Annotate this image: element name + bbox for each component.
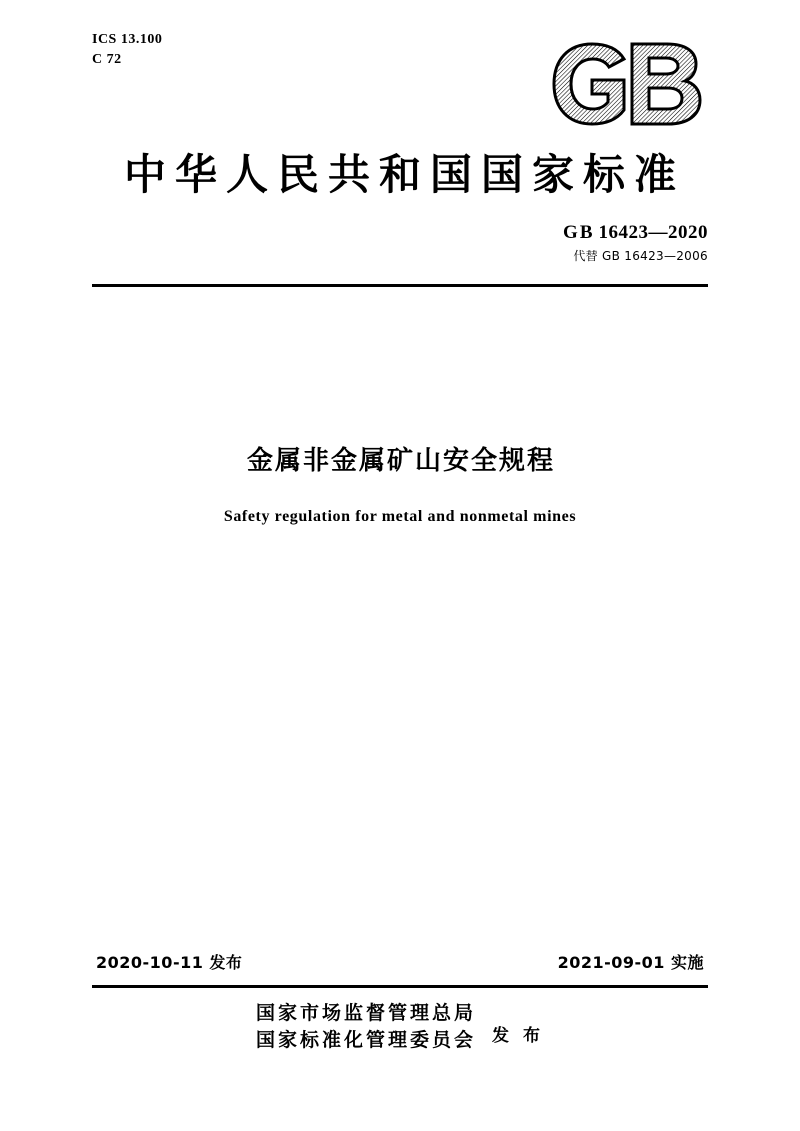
standard-number [563,222,708,244]
issue-date: 2020-10-11 发布 [96,953,243,972]
standard-replaces: 代替 GB 16423—2006 [573,249,708,263]
divider-top [92,284,708,287]
national-standard-title: 中华人民共和国国家标准 [123,150,685,199]
standard-number-value: 16423—2020 [598,222,708,243]
document-title-cn: 金属非金属矿山安全规程 [246,446,555,476]
gb-logo-icon [548,38,708,130]
issuer-line-2: 国家标准化管理委员会 [256,1028,477,1051]
standard-number-prefix: GB [563,222,595,243]
classification-codes [92,30,162,71]
document-title-en: Safety regulation for metal and nonmetal mines [223,508,577,525]
ics-code: ICS 13.100 [92,32,163,47]
issuer-names [256,1000,476,1054]
issuer-line-1: 国家市场监督管理总局 [256,1002,477,1024]
divider-bottom [92,985,708,988]
issuer-block [0,1000,800,1054]
ccs-code: C 72 [92,52,122,68]
issuer-publish-label: 发 布 [492,1026,544,1047]
implementation-date: 2021-09-01 实施 [557,953,704,972]
standard-number-block [563,222,708,264]
